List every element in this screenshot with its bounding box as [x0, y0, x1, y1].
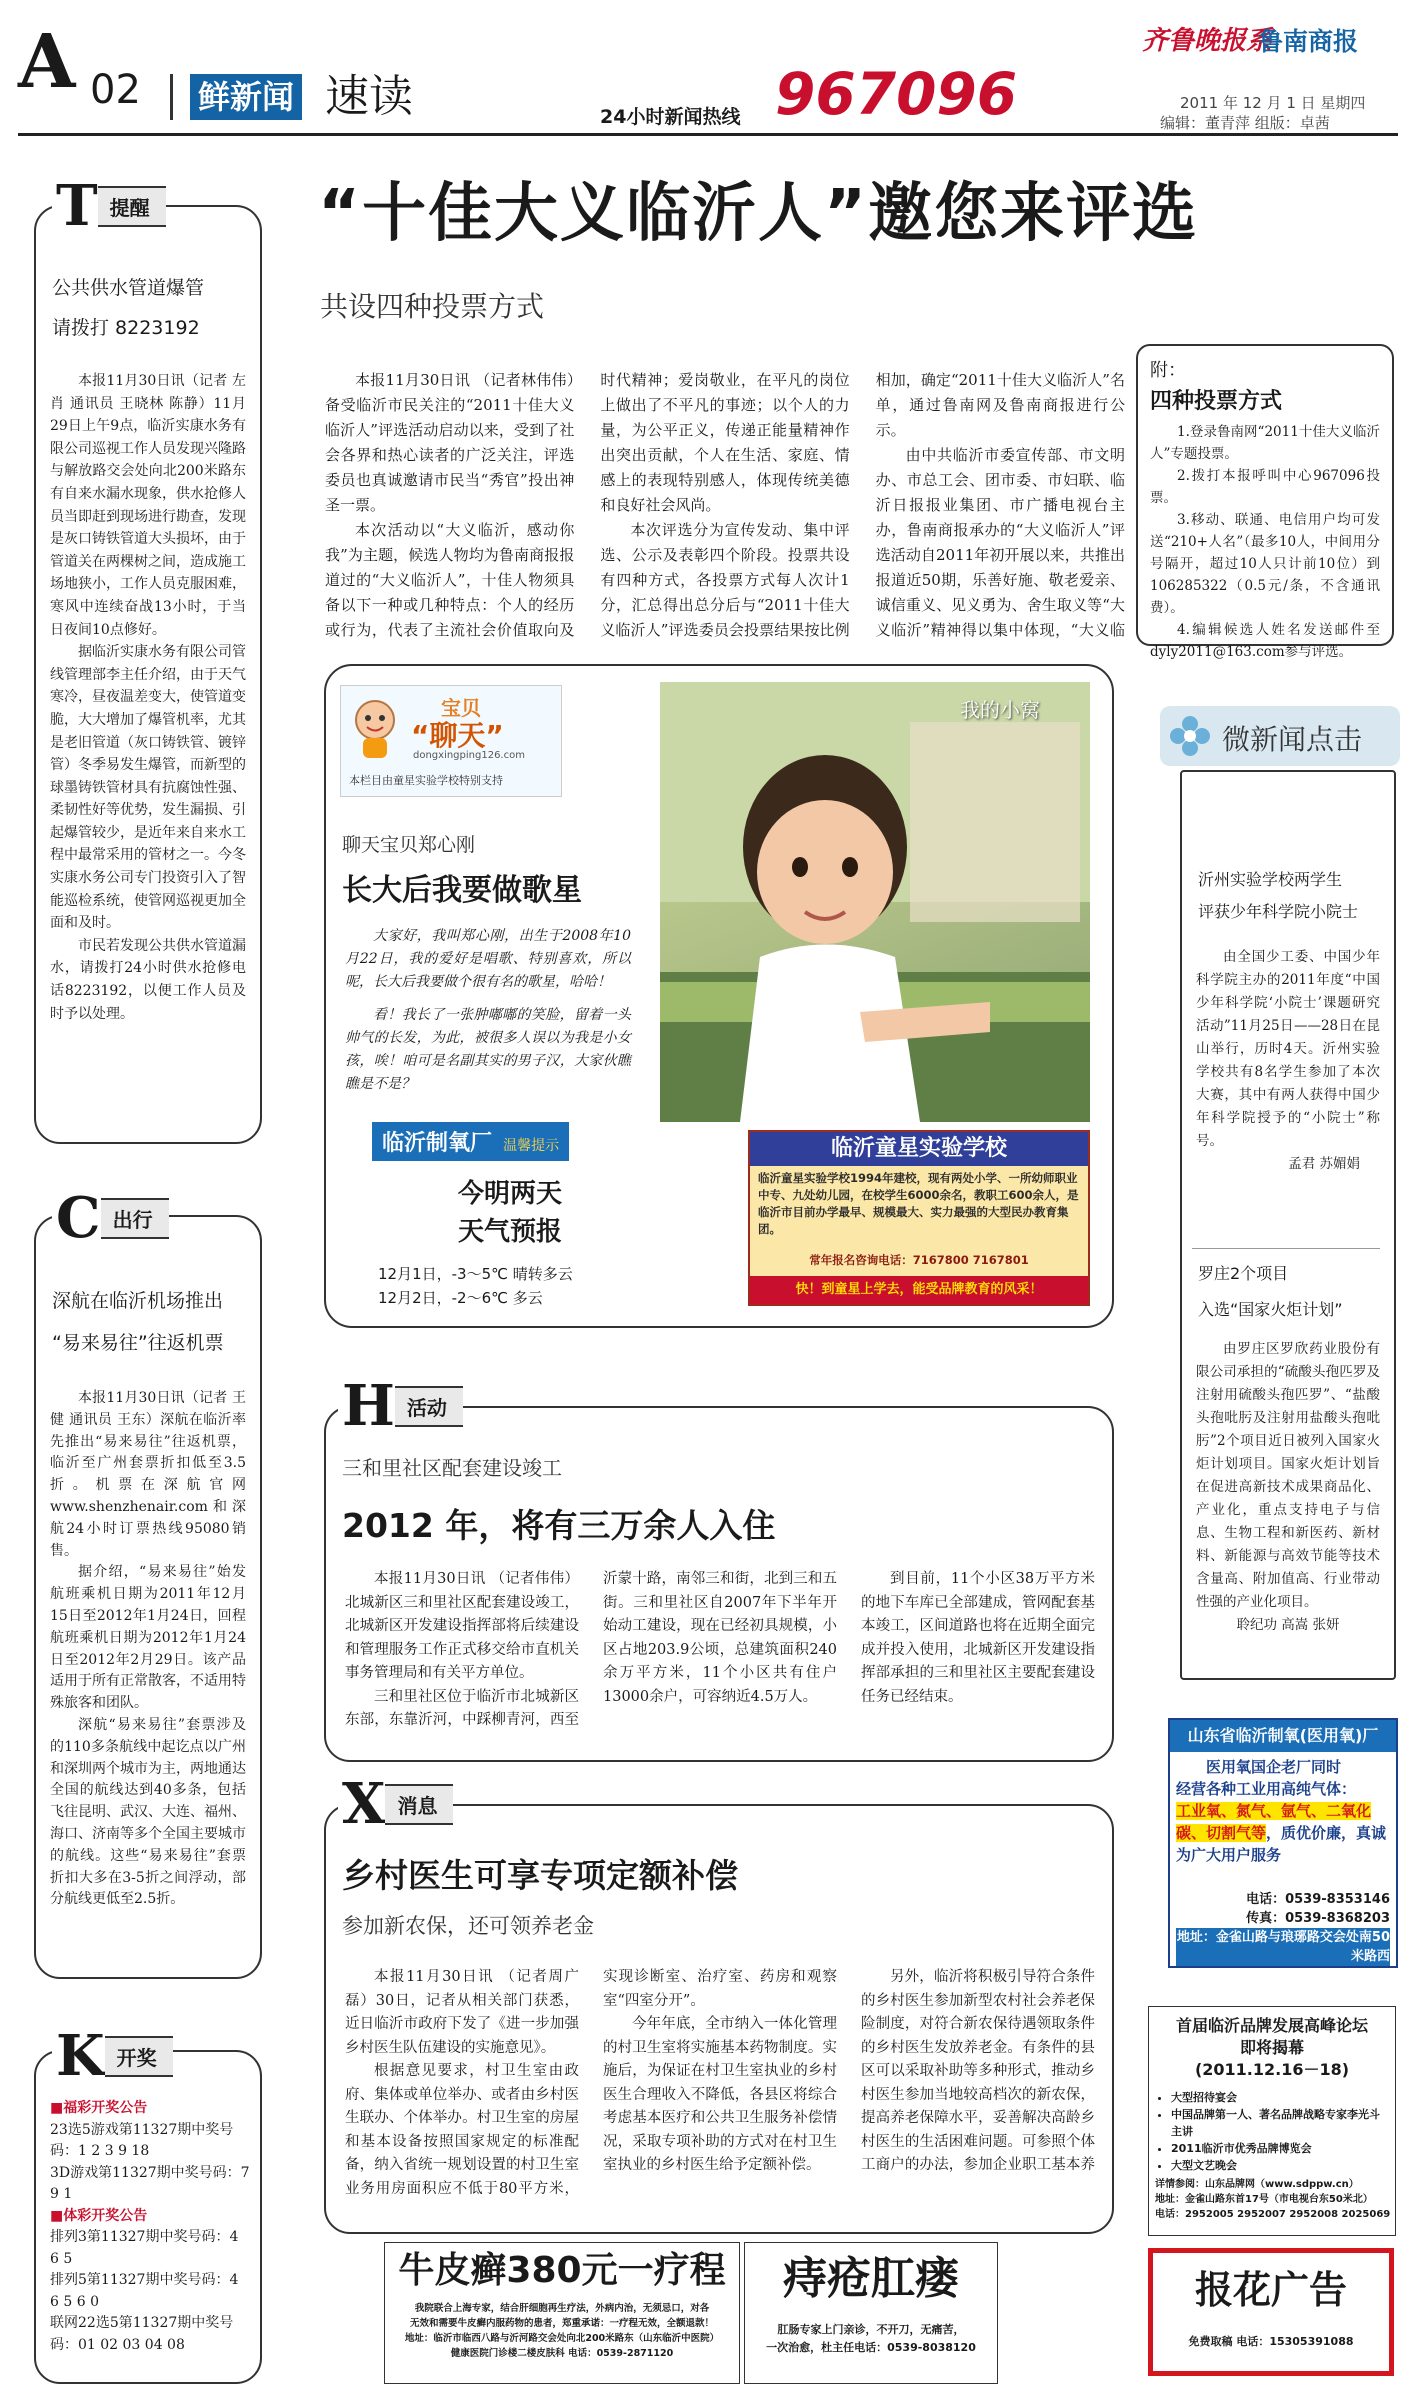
weather-line: 12月2日，-2～6℃ 多云: [378, 1289, 543, 1307]
weibo-divider: [1192, 1248, 1380, 1249]
oxygen-ad-body: [1176, 1756, 1390, 1866]
activity-headline: 2012 年，将有三万余人入住: [342, 1506, 776, 1545]
weather-title-line: 天气预报: [457, 1217, 562, 1247]
activity-paragraph: 本报11月30日讯 （记者伟伟）北城新区三和里社区配套建设竣工，北城新区开发建设指挥部将后续建设和管理服务工作正式移交给市直机关事务管理局和有关平方单位。: [345, 1571, 579, 1681]
lottery-body: [50, 2098, 250, 2356]
vote-box: [1136, 344, 1394, 660]
oxygen-ad-contact: [1176, 1890, 1390, 1966]
weibo-item2-title-line: 罗庄2个项目: [1198, 1264, 1289, 1283]
weather-lines: [378, 1262, 573, 1310]
activity-tab-label: 活动: [395, 1386, 463, 1427]
weather-sponsor-badge: [372, 1122, 569, 1161]
main-paragraph: 本次评选分为宣传发动、集中评选、公示及表彰四个阶段。投票共设有四种方式，各投票方式每人次计1分，汇总得出总分后与“2011十佳大义临沂人”评选委员会投票结果按比例相加，确定“2011十佳大义临沂人”名单，通过鲁南网及鲁南商报进行公示。: [600, 371, 1125, 639]
travel-paragraph: 本报11月30日讯（记者 王健 通讯员 王东）深航在临沂率先推出“易来易往”往返机票，临沂至广州套票折扣低至3.5折。机票在深航官网www.shenzhenair.com和深航24小时订票热线95080销售。: [50, 1390, 246, 1559]
reminder-body: [50, 370, 246, 1125]
lottery-tab: [52, 2023, 173, 2089]
main-story-body: [325, 368, 1125, 658]
oxygen-ad: [1168, 1718, 1398, 1968]
forum-ad-item: • 大型招待宴会: [1171, 2089, 1385, 2106]
baby-logo-url: dongxingping126.com: [413, 750, 525, 761]
editors-line: 编辑：董青萍 组版：卓茜: [1160, 114, 1330, 132]
weather-sponsor-tag: 温馨提示: [503, 1138, 560, 1154]
baby-kicker: 聊天宝贝郑心刚: [342, 834, 476, 856]
forum-ad-dates: (2011.12.16－18): [1194, 2060, 1350, 2079]
baby-logo-main: “聊天”: [411, 719, 504, 752]
weibo-item1-paragraph: 由全国少工委、中国少年科学院主办的2011年度“中国少年科学院‘小院士’课题研究活动”11月25日——28日在昆山举行，历时4天。沂州实验学校共有8名学生参加了本次大赛，其中有两人获得中国少年科学院授予的“小院士”称号。: [1196, 949, 1380, 1149]
activity-paragraph: 三和里社区位于临沂市北城新区东部，东靠沂河，中踩柳青河，西至沂蒙十路，南邻三和街，北到三和五街。三和里社区自2007年下半年开始动工建设，现在已经初具规模，小区占地203.9公顷，总建筑面积240余万平方米，11个小区共有住户13000余户，可容纳近4.5万人。: [345, 1571, 837, 1728]
header-divider: [170, 74, 173, 120]
vote-prefix: 附：: [1150, 360, 1186, 381]
school-ad-phone: 常年报名咨询电话：7167800 7167801: [809, 1253, 1029, 1267]
main-paragraph: 本次活动以“大义临沂，感动你我”为主题，候选人物均为鲁南商报报道过的“大义临沂人”，十佳人物须具备以下一种或几种特点：个人的经历或行为，代表了主流社会价值取向及时代精神；爱岗敬业，在平凡的岗位上做出了不平凡的事迹；以个人的力量，为公平正义，传递正能量精神作出突出贡献，个人在生活、家庭、情感上的表现特别感人，体现传统美德和良好社会风尚。: [325, 371, 850, 639]
weibo-item2-title-line: 入选“国家火炬计划”: [1198, 1300, 1343, 1319]
weibo-item2-title: [1198, 1256, 1388, 1328]
weather-title-line: 今明两天: [457, 1179, 562, 1209]
reminder-tab-label: 提醒: [98, 186, 166, 227]
travel-letter: C: [52, 1190, 105, 1246]
travel-headline-line: 深航在临沂机场推出: [52, 1290, 224, 1312]
school-ad-body: 临沂童星实验学校1994年建校，现有两处小学、一所幼师职业中专、九处幼儿园，在校学生6000余名，教职工600余人，是临沂市目前办学最早、规模最大、实力最强的大型民办教育集团。: [758, 1171, 1079, 1236]
activity-kicker: 三和里社区配套建设竣工: [342, 1456, 562, 1480]
travel-paragraph: 据介绍，“易来易往”始发航班乘机日期为2011年12月15日至2012年1月24日，回程航班乘机日期为2012年1月24日至2012年2月29日。该产品适用于所有正常散客，不适用特殊旅客和团队。: [50, 1564, 246, 1712]
weibo-item1-title: [1198, 864, 1388, 928]
lottery-tab-label: 开奖: [105, 2036, 173, 2077]
weibo-title: 微新闻点击: [1222, 723, 1363, 756]
school-ad: [748, 1130, 1090, 1306]
page-letter: A: [18, 19, 76, 105]
activity-body: [345, 1568, 1095, 1748]
weibo-item1-title-line: 沂州实验学校两学生: [1198, 870, 1343, 889]
news-body: [345, 1966, 1095, 2216]
reminder-letter: T: [52, 178, 102, 234]
skin-ad-line: 无效和需要牛皮癣内服药物的患者，郑重承诺：一疗程无效，全额退款！: [409, 2318, 714, 2329]
oxygen-ad-phone: 电话：0539-8353146: [1246, 1892, 1390, 1907]
vote-item: 3.移动、联通、电信用户均可发送“210+人名”（最多10人，中间用分号隔开，超过10人只计前10位）到106285322（0.5元/条，不含通讯费）。: [1150, 512, 1380, 616]
reminder-headline-line: 请拨打 8223192: [52, 317, 200, 339]
baohua-ad-title: 报花广告: [1194, 2268, 1347, 2312]
vote-item: 2.拨打本报呼叫中心967096投票。: [1150, 468, 1380, 506]
travel-headline: [52, 1280, 252, 1364]
forum-ad-item: • 中国品牌第一人、著名品牌战略专家李光斗主讲: [1171, 2106, 1385, 2140]
reminder-headline-line: 公共供水管道爆管: [52, 277, 205, 299]
news-tab: [338, 1771, 453, 1837]
weibo-flower-icon: [1168, 714, 1212, 758]
news-tab-label: 消息: [385, 1784, 453, 1825]
news-subhead: 参加新农保，还可领养老金: [342, 1914, 594, 1938]
baby-logo: [340, 685, 562, 797]
main-headline: “十佳大义临沂人”邀您来评选: [318, 177, 1199, 251]
reminder-paragraph: 本报11月30日讯（记者 左肖 通讯员 王晓林 陈静）11月29日上午9点，临沂实康水务有限公司巡视工作人员发现兴隆路与解放路交会处向北200米路东有自来水漏水现象，供水抢修人员当即赶到现场进行勘查，发现是灰口铸铁管道大头损坏，由于管道关在两棵树之间，造成施工场地狭小，工作人员克服困难，寒风中连续奋战13小时，于当日夜间10点修好。: [50, 373, 246, 638]
weather-line: 12月1日，-3～5℃ 晴转多云: [378, 1265, 573, 1283]
weibo-banner: [1160, 706, 1400, 766]
lottery-letter: K: [52, 2028, 109, 2084]
weibo-item1-body: [1196, 946, 1380, 1176]
skin-ad: [384, 2242, 740, 2384]
skin-ad-line: 我院联合上海专家，结合肝细胞再生疗法，外病内治，无须忌口，对各: [414, 2303, 710, 2314]
activity-tab: [338, 1373, 463, 1439]
vote-item: 1.登录鲁南网“2011十佳大义临沂人”专题投票。: [1150, 424, 1380, 462]
hotline-label: 24小时新闻热线: [600, 106, 741, 128]
weather-sponsor: 临沂制氧厂: [382, 1131, 493, 1156]
main-paragraph: 本报11月30日讯 （记者林伟伟）备受临沂市民关注的“2011十佳大义临沂人”评选活动启动以来，受到了社会各界和热心读者的广泛关注，评选委员也真诚邀请市民当“秀官”投出神圣一票。: [325, 371, 575, 514]
weibo-item1-title-line: 评获少年科学院小院士: [1198, 902, 1359, 921]
lottery-line: 23选5游戏第11327期中奖号码：1 2 3 9 18: [50, 2121, 234, 2159]
hemorrhoid-ad-line: 肛肠专家上门亲诊，不开刀，无痛苦，: [777, 2323, 965, 2336]
lottery-line: 排列5第11327期中奖号码：4 6 5 6 0: [50, 2272, 239, 2310]
welfare-title: ■福彩开奖公告: [50, 2100, 148, 2116]
weibo-item2-byline: 聆纪功 高嵩 张妍: [1236, 1617, 1340, 1633]
baohua-ad-line: 免费取稿 电话：15305391088: [1188, 2335, 1354, 2348]
hemorrhoid-ad: [744, 2242, 998, 2384]
news-headline: 乡村医生可享专项定额补偿: [342, 1856, 738, 1895]
lottery-line: 3D游戏第11327期中奖号码：7 9 1: [50, 2164, 250, 2202]
news-letter: X: [338, 1776, 389, 1832]
header-rule: [18, 133, 1398, 136]
forum-ad-tel: 电话：2952005 2952007 2952008 2025069: [1155, 2209, 1391, 2220]
skin-ad-line: 健康医院门诊楼二楼皮肤科 电话：0539-2871120: [450, 2348, 674, 2359]
lottery-line: 排列3第11327期中奖号码：4 6 5: [50, 2229, 239, 2267]
hemorrhoid-ad-line: 一次治愈，杜主任电话：0539-8038120: [766, 2341, 976, 2354]
baby-photo-illustration: [660, 682, 1090, 1122]
activity-paragraph: 到目前，11个小区38万平方米的地下车库已全部建成，管网配套基本竣工，区间道路也将在近期全面完成并投入使用，北城新区开发建设指挥部承担的三和里社区主要配套建设任务已经结束。: [861, 1571, 1095, 1705]
skin-ad-text: [389, 2301, 735, 2361]
oxygen-ad-address: 地址：金雀山路与琅琊路交会处南50米路西: [1176, 1930, 1390, 1964]
skin-ad-title: 牛皮癣380元一疗程: [398, 2250, 726, 2291]
weibo-item2-paragraph: 由罗庄区罗欣药业股份有限公司承担的“硫酸头孢匹罗及注射用硫酸头孢匹罗”、“盐酸头孢吡肟及注射用盐酸头孢吡肟”2个项目近日被列入国家火炬计划项目。国家火炬计划旨在促进高新技术成果商品化、产业化，重点支持电子与信息、生物工程和新医药、新材料、新能源与高效节能等技术含量高、附加值高、行业带动性强的产业化项目。: [1196, 1341, 1380, 1610]
baohua-ad: [1148, 2248, 1394, 2376]
news-paragraph: 本报11月30日讯 （记者周广磊）30日，记者从相关部门获悉，近日临沂市政府下发了《进一步加强乡村医生队伍建设的实施意见》。: [345, 1969, 579, 2056]
forum-ad-title: [1149, 2015, 1395, 2081]
sports-title: ■体彩开奖公告: [50, 2207, 148, 2224]
forum-ad-item: • 大型文艺晚会: [1171, 2157, 1385, 2174]
hemorrhoid-ad-text: [749, 2321, 993, 2357]
news-paragraph: 另外，临沂将积极引导符合条件的乡村医生参加新型农村社会养老保险制度，对符合新农保待遇领取条件的乡村医生发放养老金。有条件的县区可以采取补助等多种形式，推动乡村医生参加当地较高档次的新农保，提高养老保障水平，妥善解决高龄乡村医生的生活困难问题。可参照个体工商户的办法，参加企业职工基本养: [861, 1969, 1095, 2173]
paper-name: 齐鲁晚报系: [1142, 26, 1273, 56]
reminder-paragraph: 市民若发现公共供水管道漏水，请拨打24小时供水抢修电话8223192，以便工作人员及时予以处理。: [50, 937, 246, 1022]
hemorrhoid-ad-title: 痔疮肛瘘: [783, 2253, 959, 2304]
page-number: 02: [90, 67, 141, 113]
forum-ad-unit: 详情参阅：山东品牌网（www.sdppw.cn）: [1155, 2179, 1359, 2190]
forum-ad-list: [1149, 2089, 1385, 2174]
reminder-tab: [52, 173, 166, 239]
oxygen-ad-line: ，质优价廉，真诚为广大用户服务: [1176, 1824, 1387, 1864]
baby-paragraph: 看！我长了一张肿嘟嘟的笑脸，留着一头帅气的长发，为此，被很多人误以为我是小女孩，唉！咱可是名副其实的男子汉，大家伙瞧瞧是不是？: [345, 1007, 631, 1092]
travel-tab: [52, 1185, 169, 1251]
baby-paragraph: 大家好，我叫郑心刚，出生于2008年10月22日，我的爱好是唱歌、特别喜欢，所以呢，长大后我要做个很有名的歌星，哈哈！: [345, 928, 631, 990]
school-ad-slogan: 快！到童星上学去，能受品牌教育的风采！: [750, 1276, 1088, 1304]
forum-ad-addr: 地址：金雀山路东首17号（市电视台东50米北）: [1155, 2194, 1373, 2205]
vote-item: 4.编辑候选人姓名发送邮件至dyly2011@163.com参与评选。: [1150, 622, 1380, 660]
oxygen-ad-gases: 工业氧、氮气、氩气、二氧化碳、切割气等: [1176, 1802, 1372, 1842]
baby-photo-caption: 我的小窝: [960, 698, 1040, 722]
weather-title: [410, 1175, 610, 1251]
reminder-paragraph: 据临沂实康水务有限公司管线管理部李主任介绍，由于天气寒冷，昼夜温差变大，使管道变脆，大大增加了爆管机率，尤其是老旧管道（灰口铸铁管、镀锌管）冬季易发生爆管，而新型的球墨铸铁管材具有抗腐蚀性强、柔韧性好等优势，发生漏损、引起爆管较少，是近年来自来水工程中最常采用的管材之一。今冬实康水务公司专门投资引入了智能巡检系统，使管网巡视更加全面和及时。: [50, 644, 246, 932]
forum-ad-footer: [1155, 2177, 1391, 2222]
section-brand: 鲜新闻: [190, 74, 302, 120]
travel-body: [50, 1388, 246, 1968]
main-subhead: 共设四种投票方式: [320, 290, 545, 323]
travel-headline-line: “易来易往”往返机票: [52, 1332, 224, 1354]
news-paragraph: 根据意见要求，村卫生室由政府、集体或单位举办、或者由乡村医生联办、个体举办。村卫生室的房屋和基本设备按照国家规定的标准配备，纳入省统一规划设置的村卫生室业务用房面积应不低于80平方米，实现诊断室、治疗室、药房和观察室“四室分开”。: [345, 1969, 837, 2197]
paper-sub: 鲁南商报: [1258, 27, 1359, 56]
skin-ad-line: 地址：临沂市临西八路与沂河路交会处向北200米路东（山东临沂中医院）: [404, 2333, 720, 2344]
oxygen-ad-line: 医用氧国企老厂同时: [1206, 1758, 1342, 1776]
page-header: [0, 0, 1417, 135]
school-ad-name: 临沂童星实验学校: [750, 1132, 1088, 1166]
oxygen-ad-line: 经营各种工业用高纯气体：: [1176, 1780, 1357, 1798]
lottery-line: 联网22选5第11327期中奖号码：01 02 03 04 08: [50, 2315, 234, 2353]
activity-letter: H: [338, 1378, 399, 1434]
forum-ad-item: • 2011临沂市优秀品牌博览会: [1171, 2140, 1385, 2157]
oxygen-ad-fax: 传真：0539-8368203: [1246, 1911, 1390, 1926]
baby-photo: [660, 682, 1090, 1122]
hotline-number: 967096: [775, 60, 1018, 128]
main-paragraph: 由中共临沂市委宣传部、市文明办、市总工会、团市委、市妇联、临沂日报报业集团、市广播电视台主办，鲁南商报承办的“大义临沂人”评选活动自2011年初开展以来，共推出报道近50期，乐善好施、敬老爱亲、诚信重义、见义勇为、舍生取义等“大义临沂”精神得以集中体现，“大义临: [875, 446, 1125, 639]
date-line: 2011 年 12 月 1 日 星期四: [1180, 94, 1366, 112]
travel-tab-label: 出行: [101, 1198, 169, 1239]
news-paragraph: 今年年底，全市纳入一体化管理的村卫生室将实施基本药物制度。实施后，为保证在村卫生室执业的乡村医生合理收入不降低，各县区将综合考虑基本医疗和公共卫生服务补偿情况，采取专项补助的方式对在村卫生室执业的乡村医生给予定额补偿。: [603, 2016, 837, 2173]
vote-items: [1150, 421, 1380, 663]
weibo-item1-byline: 孟君 苏媚娟: [1288, 1156, 1360, 1172]
section-name: 速读: [325, 71, 413, 122]
travel-paragraph: 深航“易来易往”套票涉及的110多条航线中起讫点以广州和深圳两个城市为主，两地通达全国的航线达到40多条，包括飞往昆明、武汉、大连、福州、海口、济南等多个全国主要城市的航线。这些“易来易往”套票折扣大多在3-5折之间浮动，部分航线更低至2.5折。: [50, 1716, 246, 1908]
vote-title: 四种投票方式: [1150, 389, 1283, 414]
forum-ad-title-line: 即将揭幕: [1239, 2038, 1304, 2057]
reminder-headline: [52, 268, 252, 348]
oxygen-ad-title: 山东省临沂制氧(医用氧)厂: [1170, 1720, 1396, 1752]
forum-ad-title-line: 首届临沂品牌发展高峰论坛: [1175, 2016, 1368, 2035]
baby-logo-sub: 本栏目由童星实验学校特别支持: [349, 774, 503, 787]
baby-logo-top: 宝贝: [441, 696, 481, 720]
weibo-item2-body: [1196, 1338, 1380, 1637]
baby-body: [345, 925, 631, 1096]
baby-cartoon-icon: [351, 698, 399, 760]
baby-headline: 长大后我要做歌星: [342, 873, 582, 908]
forum-ad: [1148, 2006, 1396, 2236]
